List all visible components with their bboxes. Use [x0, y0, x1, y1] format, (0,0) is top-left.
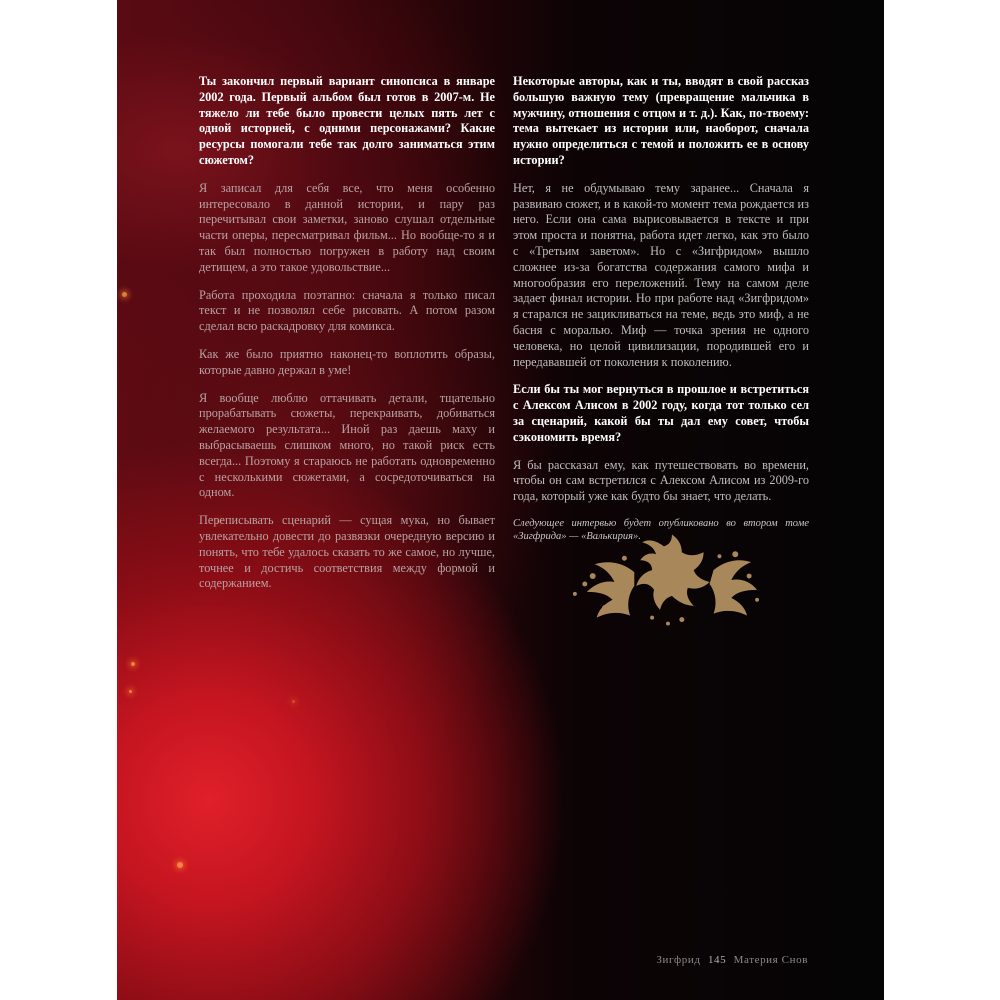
left-text-column — [199, 74, 495, 604]
ember-particle — [177, 862, 183, 868]
page-footer — [652, 954, 808, 966]
next-interview-note: Следующее интервью будет опубликовано во втором томе «Зигфрида» — «Валькирия». — [513, 517, 809, 543]
page-spread — [117, 0, 884, 1000]
page-number: 145 — [707, 954, 727, 966]
ember-particle — [292, 700, 295, 703]
question-1: Ты закончил первый вариант синопсиса в январе 2002 года. Первый альбом был готов в 2007-м. Не тяжело ли тебе было провести целых пять лет с одной историей, с одними персонажами? Какие ресурсы помогали тебе так долго заниматься этим сюжетом? — [199, 74, 495, 167]
ember-particle — [122, 292, 127, 297]
answer-paragraph: Я бы рассказал ему, как путешествовать во времени, чтобы он сам встретился с Алексом Алисом из 2009-го года, который уже как будто бы знает, что делать. — [513, 457, 809, 504]
answer-paragraph: Нет, я не обдумываю тему заранее... Сначала я развиваю сюжет, и в какой-то момент тема рождается из него. Если она сама вырисовывается в тексте и при этом проста и понятна, работа идет легко, как это было с «Третьим заветом». Но с «Зигфридом» вышло сложнее из-за богатства содержания самого мифа и многообразия его переложений. Тему на самом деле задает финал истории. Но при работе над «Зигфридом» я старался не зацикливаться на теме, ведь это миф, а не басня с моралью. Миф — точка зрения не одного человека, но целой цивилизации, породившей его и передававшей от поколения к поколению. — [513, 180, 809, 369]
answer-paragraph: Я записал для себя все, что меня особенно интересовало в данной истории, и пару раз перечитывал свои заметки, заново слушал отдельные части оперы, пересматривал фильм... Но вообще-то я и так был полностью погружен в работу над своим детищем, а это такое удовольствие... — [199, 180, 495, 274]
question-2: Некоторые авторы, как и ты, вводят в свой рассказ большую важную тему (превращение мальчика в мужчину, отношения с отцом и т. д.). Как, по-твоему: тема вытекает из истории или, наоборот, сначала нужно определиться с темой и положить ее в основу истории? — [513, 74, 809, 167]
question-3: Если бы ты мог вернуться в прошлое и встретиться с Алексом Алисом в 2002 году, когда тот только сел за сценарий, какой бы ты дал ему совет, чтобы сэкономить время? — [513, 382, 809, 444]
footer-book-title: Зигфрид — [656, 954, 701, 966]
answer-paragraph: Как же было приятно наконец-то воплотить образы, которые давно держал в уме! — [199, 346, 495, 377]
answer-paragraph: Переписывать сценарий — сущая мука, но бывает увлекательно довести до развязки очередную версию и понять, что тебе удалось сказать то же самое, но лучше, точнее и достичь соответствия между формой и содержанием. — [199, 513, 495, 591]
ember-particle — [131, 662, 135, 666]
answer-paragraph: Работа проходила поэтапно: сначала я только писал текст и не позволял себе рисовать. А потом разом сделал всю раскадровку для комикса. — [199, 287, 495, 334]
dragon-emblem-icon — [565, 532, 763, 628]
answer-paragraph: Я вообще люблю оттачивать детали, тщательно прорабатывать сюжеты, перекраивать, добиваться желаемого результата... Иной раз даешь маху и выбрасываешь слишком много, но такой риск есть всегда... Поэтому я стараюсь не работать одновременно с несколькими сюжетами, а сосредоточиваться на одном. — [199, 390, 495, 500]
right-text-column — [513, 74, 809, 556]
ember-particle — [129, 690, 132, 693]
footer-series-title: Материя Снов — [733, 954, 808, 966]
